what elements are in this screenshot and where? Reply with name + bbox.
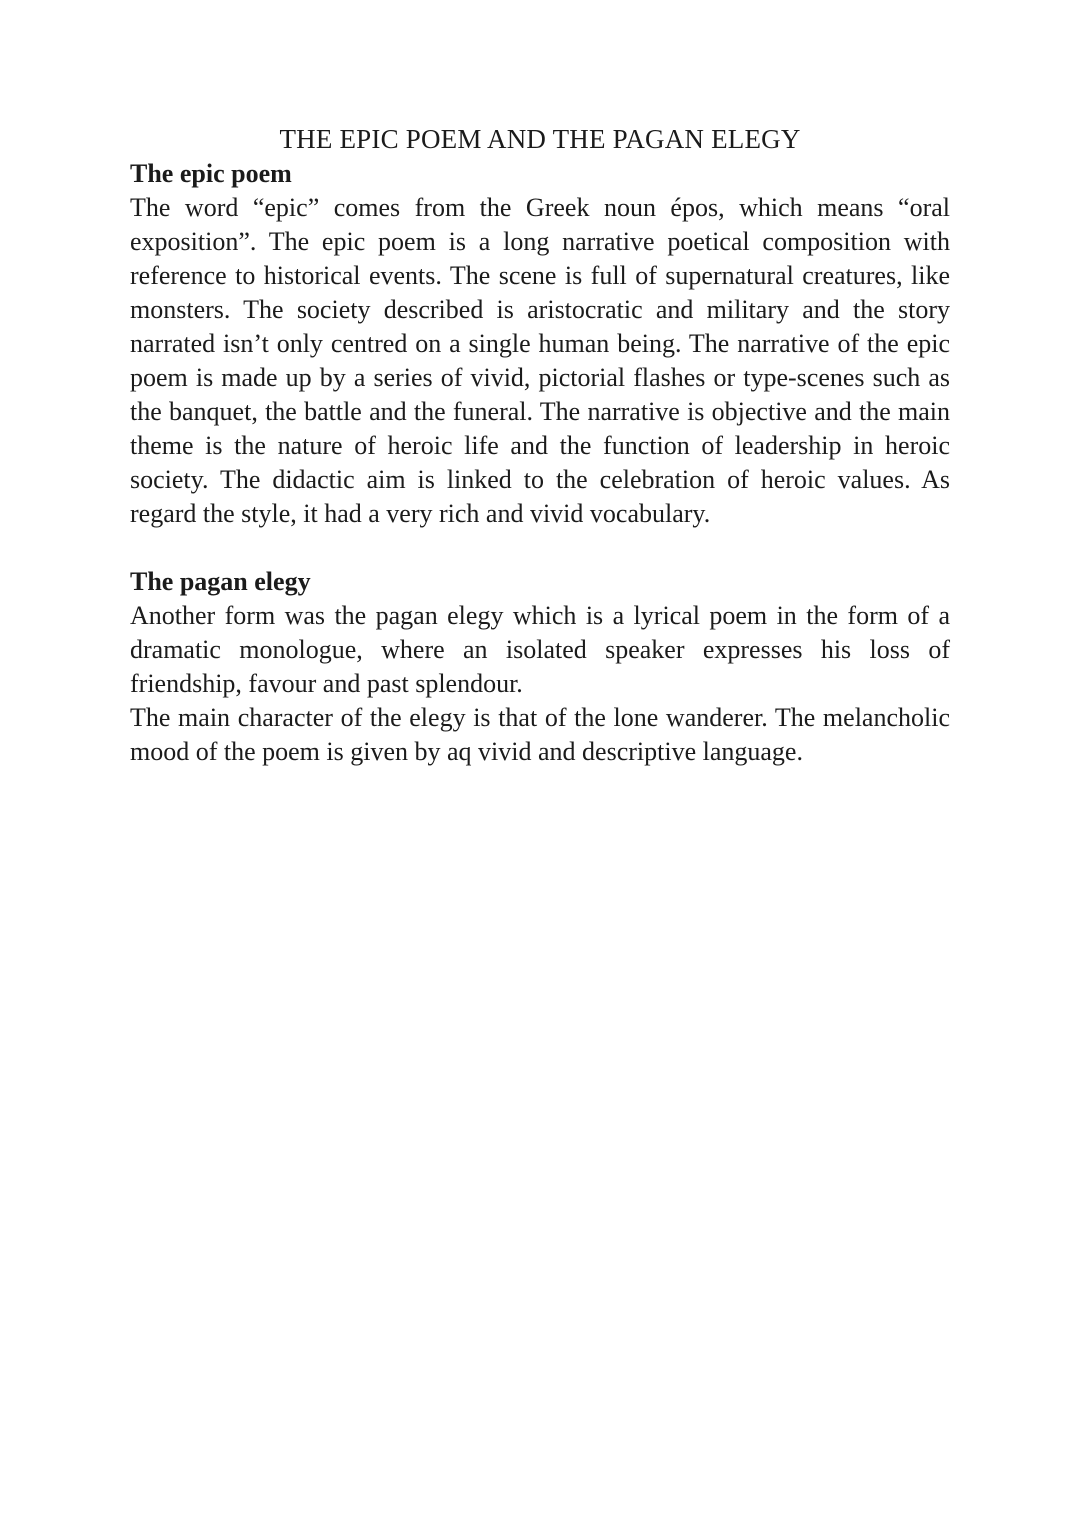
paragraph-pagan-elegy-2: The main character of the elegy is that of the lone wanderer. The melancholic mood of the poem is given by aq vivid and descriptive language. [130, 703, 950, 766]
section-pagan-elegy [130, 565, 950, 769]
section-heading-pagan-elegy: The pagan elegy [130, 567, 311, 596]
paragraph-pagan-elegy-1: Another form was the pagan elegy which is a lyrical poem in the form of a dramatic monologue, where an isolated speaker expresses his loss of friendship, favour and past splendour. [130, 601, 950, 698]
paragraph-epic-poem: The word “epic” comes from the Greek noun épos, which means “oral exposition”. The epic poem is a long narrative poetical composition with reference to historical events. The scene is full of supernatural creatures, like monsters. The society described is aristocratic and military and the story narrated isn’t only centred on a single human being. The narrative of the epic poem is made up by a series of vivid, pictorial flashes or type-scenes such as the banquet, the battle and the funeral. The narrative is objective and the main theme is the nature of heroic life and the function of leadership in heroic society. The didactic aim is linked to the celebration of heroic values. As regard the style, it had a very rich and vivid vocabulary. [130, 193, 950, 528]
section-heading-epic-poem: The epic poem [130, 159, 292, 188]
section-epic-poem [130, 157, 950, 531]
document-content [130, 121, 950, 769]
document-title: THE EPIC POEM AND THE PAGAN ELEGY [279, 124, 801, 154]
